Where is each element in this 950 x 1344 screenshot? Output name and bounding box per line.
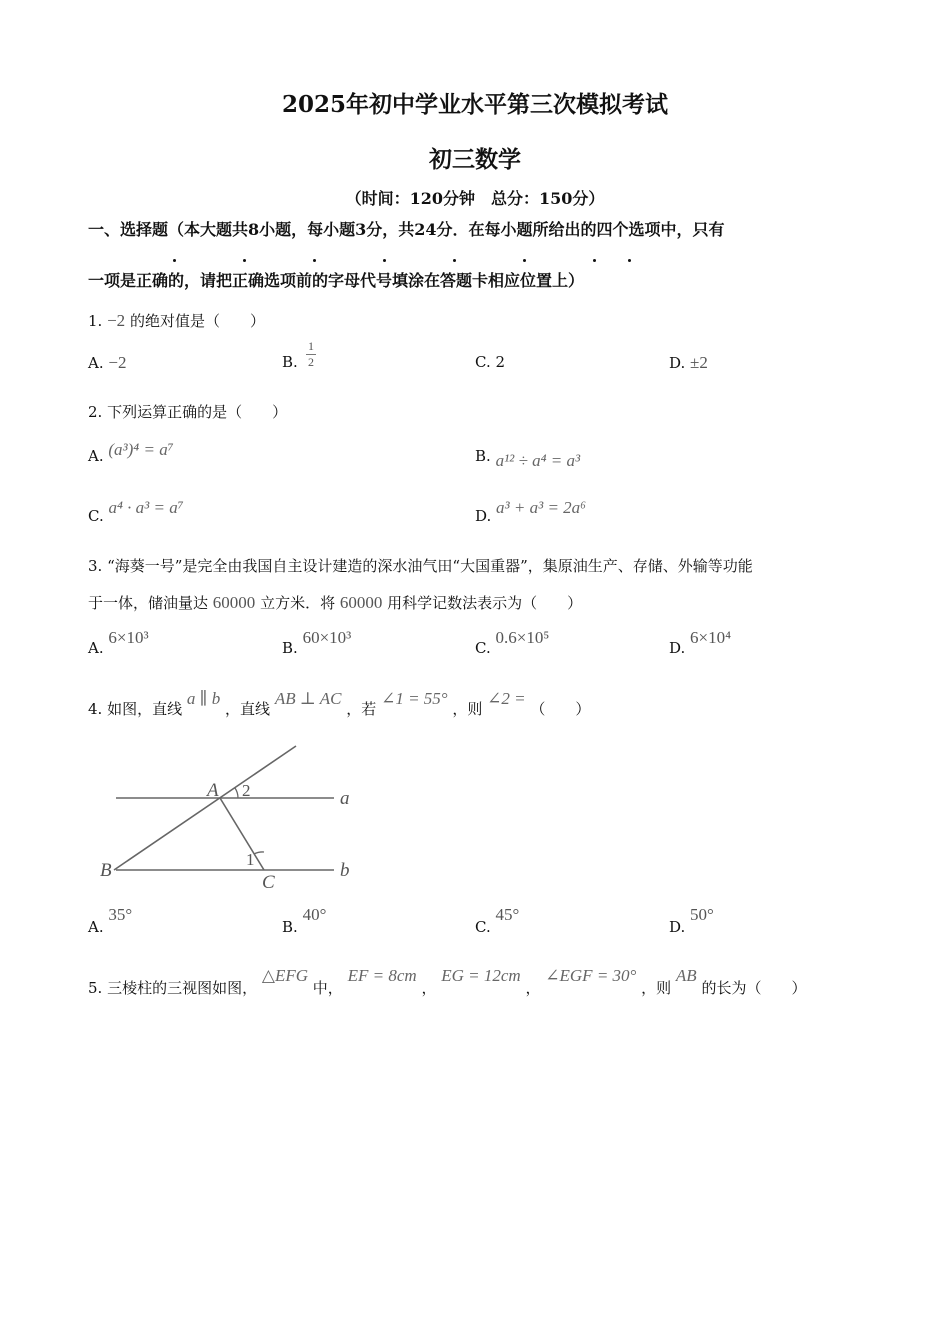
math-value: 60000 <box>212 593 256 612</box>
option-value: 45° <box>495 905 520 924</box>
option-label: B. <box>475 447 491 465</box>
option-value: −2 <box>108 353 127 372</box>
section-heading-line1: 一、选择题（本大题共8小题，每小题3分，共24分．在每小题所给出的四个选项中，只有 <box>88 220 725 239</box>
option-value: ±2 <box>690 353 708 372</box>
option-label: C. <box>475 639 491 657</box>
question-text: ，则 <box>452 700 483 718</box>
q1-option-a[interactable] <box>88 353 126 373</box>
question-number: 2. <box>88 403 103 421</box>
question-text: ， <box>421 979 437 997</box>
question-text: 立方米．将 <box>260 594 336 612</box>
question-text: 用科学记数法表示为（ ） <box>387 594 583 612</box>
q2-option-a[interactable] <box>88 440 174 466</box>
question-text: 如图，直线 <box>107 700 183 718</box>
question-text-line1: “海葵一号”是完全由我国自主设计建造的深水油气田“大国重器”，集原油生产、存储、外输等功能 <box>107 557 753 575</box>
option-label: D. <box>669 639 686 657</box>
option-label: A. <box>88 354 104 372</box>
option-label: B. <box>282 639 298 657</box>
label-angle-1: 1 <box>246 850 255 869</box>
math-expr: a ∥ b <box>186 689 221 708</box>
q3-option-b[interactable] <box>282 628 352 658</box>
option-value: 6×10⁴ <box>690 628 732 647</box>
section-heading-line2: 一项是正确的，请把正确选项前的字母代号填涂在答题卡相应位置上） <box>88 271 585 290</box>
option-label: C. <box>475 353 491 371</box>
label-a: a <box>340 788 350 809</box>
label-A: A <box>207 780 219 801</box>
option-label: C. <box>475 918 491 936</box>
fraction-denominator: 2 <box>308 355 314 369</box>
question-text: ， <box>525 979 541 997</box>
option-label: A. <box>88 639 104 657</box>
q2-option-d[interactable] <box>475 498 587 526</box>
math-value: 60000 <box>339 593 383 612</box>
option-value: a³ + a³ = 2a⁶ <box>496 498 587 517</box>
option-value: 6×10³ <box>108 628 149 647</box>
question-text: ，直线 <box>225 700 271 718</box>
question-text: 的绝对值是（ ） <box>129 312 265 330</box>
q4-option-b[interactable] <box>282 905 327 937</box>
option-label: D. <box>669 918 686 936</box>
math-expr: EG = 12cm <box>441 966 521 985</box>
question-text: 的长为（ ） <box>701 979 807 997</box>
math-expr: ∠1 = 55° <box>381 689 448 708</box>
question-text: （ ） <box>530 700 591 718</box>
option-label: D. <box>475 507 492 525</box>
label-angle-2: 2 <box>242 781 251 800</box>
question-text: 下列运算正确的是（ ） <box>107 403 288 421</box>
line-ac <box>220 798 264 870</box>
q4-option-d[interactable] <box>669 905 714 937</box>
label-b: b <box>340 860 350 881</box>
option-value: a⁴ · a³ = a⁷ <box>108 498 184 517</box>
angle-1-arc <box>254 852 264 854</box>
q3-option-c[interactable] <box>475 628 550 658</box>
fraction <box>306 339 316 370</box>
label-B: B <box>100 860 112 881</box>
question-text: ，则 <box>641 979 672 997</box>
question-number: 1. <box>88 312 103 330</box>
q3-option-d[interactable] <box>669 628 732 658</box>
math-expr: AB <box>675 966 697 985</box>
math-expr: −2 <box>107 311 126 330</box>
fraction-numerator: 1 <box>308 339 314 353</box>
q4-option-a[interactable] <box>88 905 133 937</box>
question-5 <box>88 966 807 998</box>
question-2 <box>88 401 287 422</box>
q1-option-b[interactable] <box>282 339 314 371</box>
option-label: A. <box>88 447 104 465</box>
q4-option-c[interactable] <box>475 905 520 937</box>
angle-2-arc <box>235 788 238 798</box>
question-text: 于一体，储油量达 <box>88 594 209 612</box>
option-label: D. <box>669 354 686 372</box>
question-4 <box>88 689 591 719</box>
label-C: C <box>262 872 275 892</box>
option-label: B. <box>282 918 298 936</box>
math-expr: AB ⊥ AC <box>274 689 342 708</box>
question-text: 中， <box>312 979 343 997</box>
line-ab <box>114 746 296 870</box>
question-3 <box>88 555 753 576</box>
q1-option-c[interactable] <box>475 353 505 371</box>
option-value: (a³)⁴ = a⁷ <box>108 440 174 459</box>
option-value: 0.6×10⁵ <box>495 628 550 647</box>
option-label: B. <box>282 353 298 371</box>
question-number: 4. <box>88 700 103 718</box>
exam-title: 2025年初中学业水平第三次模拟考试 <box>281 91 668 118</box>
question-3-line2 <box>88 592 582 613</box>
geometry-figure <box>96 740 366 892</box>
option-label: A. <box>88 918 104 936</box>
time-info: （时间：120分钟 总分：150分） <box>345 189 605 208</box>
q1-option-d[interactable] <box>669 353 708 373</box>
q2-option-b[interactable] <box>475 446 581 470</box>
math-expr: ∠2 = <box>487 689 526 708</box>
question-text: ，若 <box>346 700 377 718</box>
math-expr: EF = 8cm <box>347 966 417 985</box>
q2-option-c[interactable] <box>88 498 184 526</box>
option-value: 2 <box>495 353 506 371</box>
option-value: 35° <box>108 905 133 924</box>
q3-option-a[interactable] <box>88 628 149 658</box>
option-value: a¹² ÷ a⁴ = a³ <box>495 451 581 470</box>
question-number: 5. <box>88 979 103 997</box>
question-number: 3. <box>88 557 103 575</box>
option-value: 40° <box>302 905 327 924</box>
question-1 <box>88 310 265 331</box>
subject-title: 初三数学 <box>429 146 521 173</box>
question-text: 三棱柱的三视图如图， <box>107 979 258 997</box>
option-value: 60×10³ <box>302 628 352 647</box>
math-expr: ∠EGF = 30° <box>545 966 637 985</box>
math-expr: △EFG <box>261 966 309 985</box>
option-label: C. <box>88 507 104 525</box>
option-value: 50° <box>690 905 714 924</box>
